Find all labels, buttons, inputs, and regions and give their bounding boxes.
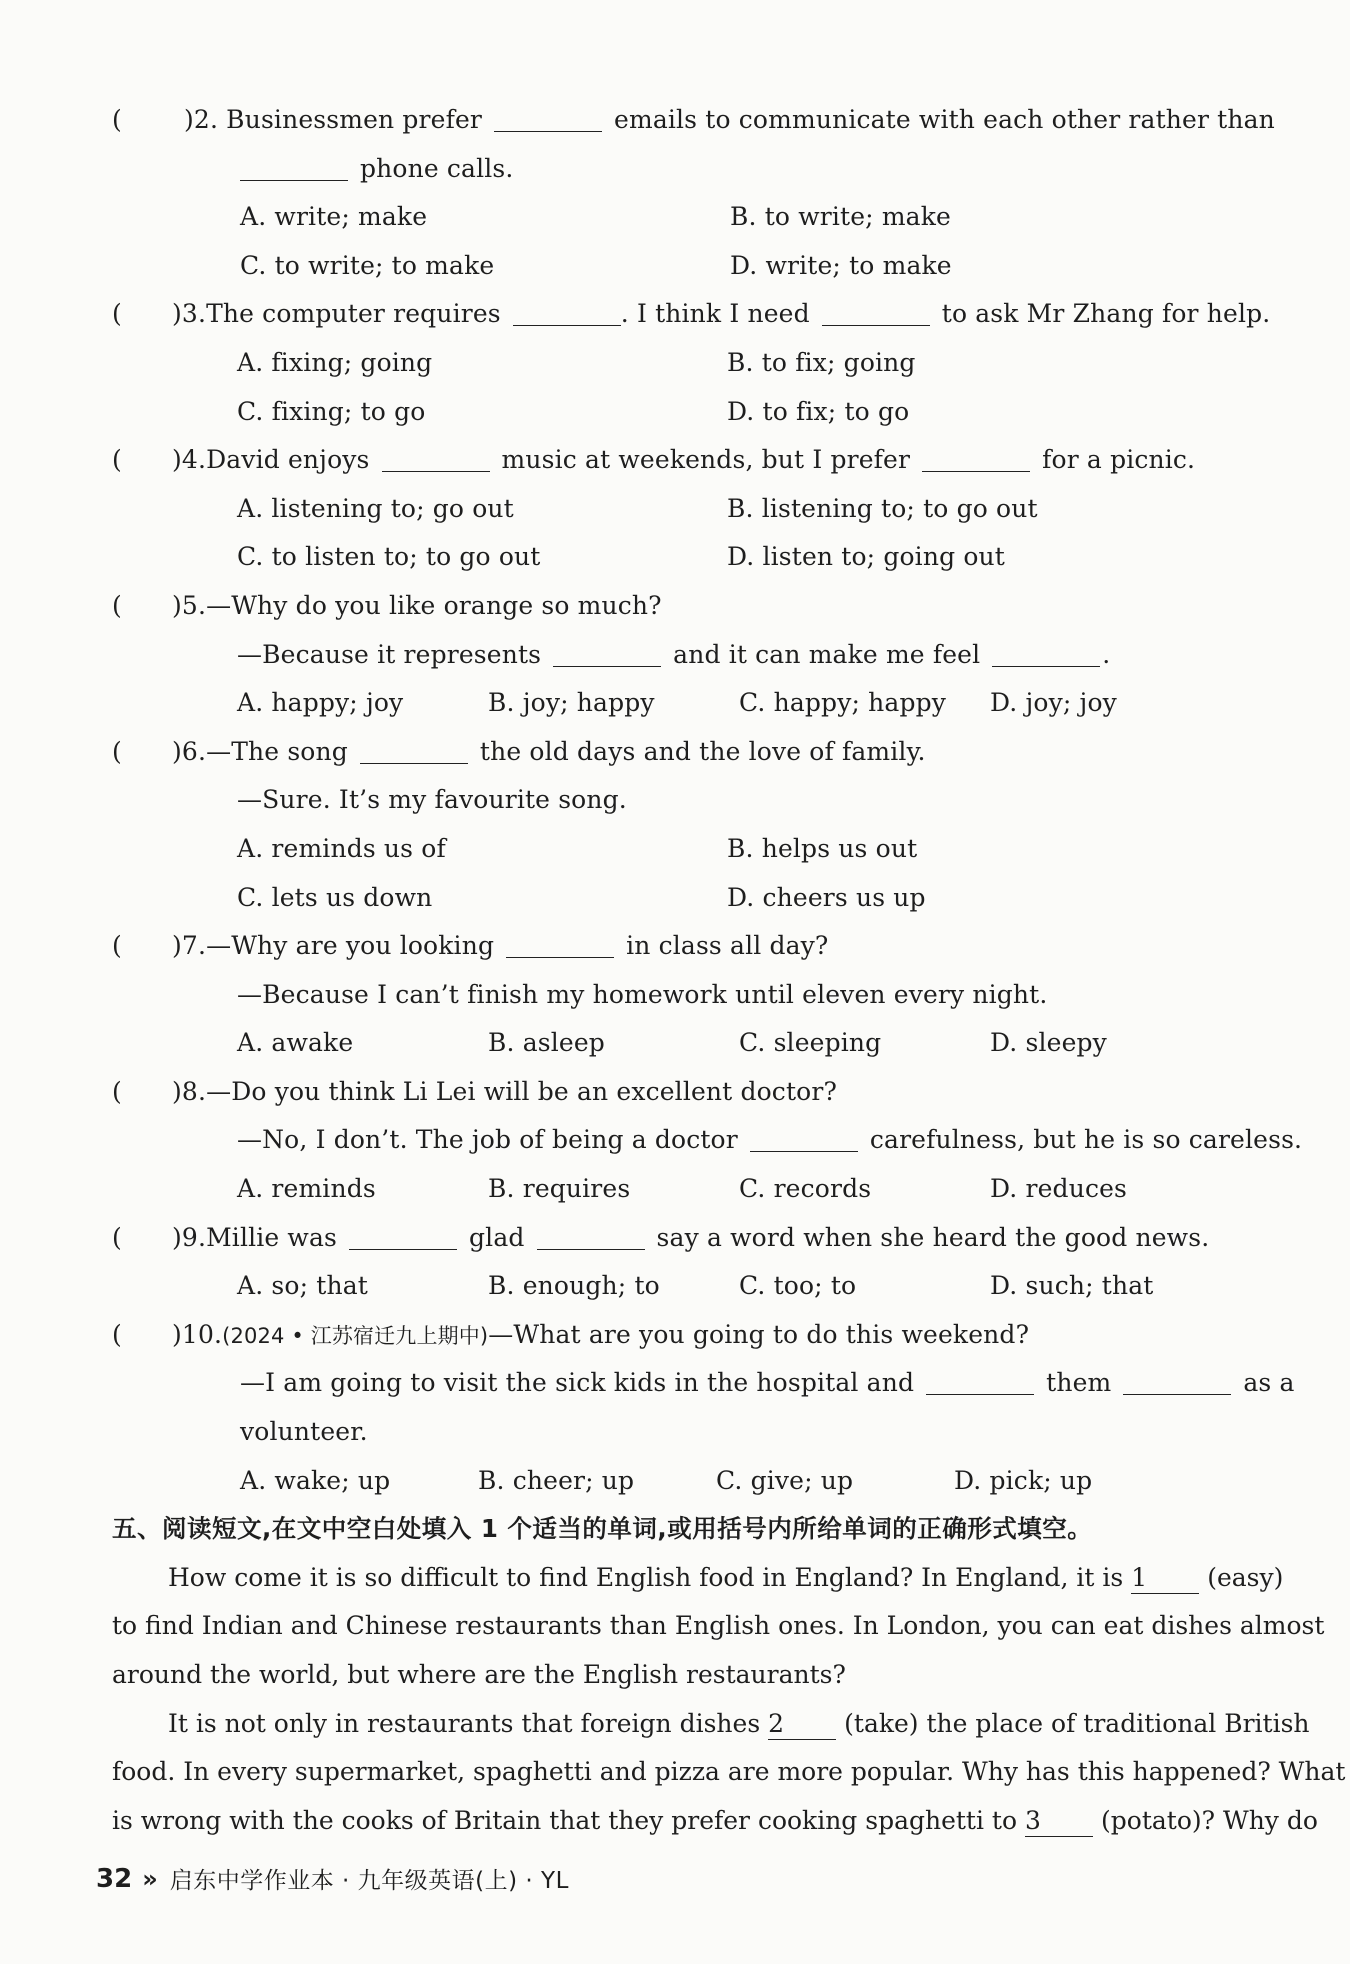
- answer-blank[interactable]: [822, 296, 930, 326]
- question-9-line-1: [112, 1214, 1272, 1263]
- question-text: —I am going to visit the sick kids in the hospital and: [240, 1368, 915, 1398]
- option-b[interactable]: B. requires: [488, 1174, 631, 1204]
- question-text: —The song: [206, 736, 348, 766]
- answer-blank[interactable]: [349, 1220, 457, 1250]
- option-a[interactable]: A. listening to; go out: [237, 493, 514, 523]
- question-10-line-3: [112, 1408, 1272, 1457]
- answer-blank[interactable]: [1123, 1365, 1231, 1395]
- answer-paren: (: [112, 931, 122, 961]
- option-b[interactable]: B. enough; to: [488, 1271, 660, 1301]
- question-text: the old days and the love of family.: [479, 736, 926, 766]
- question-text: volunteer.: [240, 1417, 368, 1447]
- question-9-options: [112, 1262, 1272, 1311]
- question-text: —Because I can’t finish my homework until eleven every night.: [237, 979, 1048, 1009]
- question-number: )7.: [172, 931, 207, 961]
- question-5-line-2: [112, 631, 1272, 680]
- question-8-line-1: [112, 1068, 1272, 1117]
- question-text: . I think I need: [620, 299, 810, 329]
- question-text: —Sure. It’s my favourite song.: [237, 785, 627, 815]
- question-text: music at weekends, but I prefer: [501, 445, 911, 475]
- question-text: —No, I don’t. The job of being a doctor: [237, 1125, 738, 1155]
- question-6-options-row-2: [112, 874, 1272, 923]
- option-a[interactable]: A. so; that: [237, 1271, 368, 1301]
- question-number: )8.: [172, 1076, 207, 1106]
- answer-blank[interactable]: [750, 1122, 858, 1152]
- question-6-options-row-1: [112, 825, 1272, 874]
- question-4-line-1: [112, 436, 1272, 485]
- answer-blank[interactable]: [360, 734, 468, 764]
- answer-blank[interactable]: [926, 1365, 1034, 1395]
- option-d[interactable]: D. joy; joy: [990, 688, 1117, 718]
- option-b[interactable]: B. to fix; going: [727, 347, 916, 377]
- option-c[interactable]: C. lets us down: [237, 882, 433, 912]
- question-text: to ask Mr Zhang for help.: [941, 299, 1271, 329]
- question-text: glad: [469, 1222, 525, 1252]
- passage-blank-1[interactable]: [1131, 1564, 1199, 1594]
- question-7-options: [112, 1019, 1272, 1068]
- page-footer: [96, 1862, 569, 1895]
- question-10-line-1: [112, 1311, 1272, 1360]
- question-text: Businessmen prefer: [226, 105, 483, 134]
- passage-line: food. In every supermarket, spaghetti and pizza are more popular. Why has this happened? What: [112, 1757, 1346, 1787]
- passage-text: (take) the place of traditional British: [844, 1708, 1310, 1738]
- answer-blank[interactable]: [992, 637, 1100, 667]
- option-c[interactable]: C. give; up: [716, 1465, 854, 1495]
- book-title: 启东中学作业本 · 九年级英语(上) · YL: [169, 1868, 569, 1894]
- question-2-options-row-1: [112, 193, 1272, 242]
- question-2-options-row-2: [112, 242, 1272, 291]
- passage-blank-3[interactable]: [1025, 1807, 1093, 1837]
- question-text: —Do you think Li Lei will be an excellent doctor?: [206, 1076, 838, 1106]
- answer-blank[interactable]: [553, 637, 661, 667]
- chevron-right-icon: »: [142, 1864, 158, 1893]
- page-number: 32: [96, 1863, 133, 1894]
- question-number: )4.: [172, 445, 207, 475]
- question-text: them: [1046, 1368, 1112, 1398]
- answer-paren: (: [112, 1076, 122, 1106]
- option-c[interactable]: C. to listen to; to go out: [237, 542, 541, 572]
- question-number: )3.: [172, 299, 207, 329]
- passage-line: [112, 1700, 1310, 1749]
- section-5-heading: 五、阅读短文,在文中空白处填入 1 个适当的单词,或用括号内所给单词的正确形式填空。: [112, 1514, 1093, 1544]
- passage: [112, 1554, 1346, 1846]
- question-10-options: [112, 1457, 1272, 1506]
- option-a[interactable]: A. reminds us of: [237, 833, 446, 863]
- option-d[interactable]: D. sleepy: [990, 1028, 1107, 1058]
- option-c[interactable]: C. too; to: [739, 1271, 857, 1301]
- option-d[interactable]: D. write; to make: [730, 250, 952, 280]
- option-b[interactable]: B. listening to; to go out: [727, 493, 1038, 523]
- question-text: —What are you going to do this weekend?: [488, 1319, 1030, 1349]
- question-7-line-1: [112, 922, 1272, 971]
- passage-text: (easy): [1207, 1562, 1284, 1592]
- option-a[interactable]: A. write; make: [240, 202, 428, 232]
- option-c[interactable]: C. sleeping: [739, 1028, 882, 1058]
- option-b[interactable]: B. helps us out: [727, 833, 918, 863]
- option-d[interactable]: D. to fix; to go: [727, 396, 910, 426]
- option-d[interactable]: D. such; that: [990, 1271, 1154, 1301]
- question-3-line-1: [112, 290, 1272, 339]
- answer-blank[interactable]: [537, 1220, 645, 1250]
- option-b[interactable]: B. asleep: [488, 1028, 605, 1058]
- question-text: emails to communicate with each other rather than: [614, 105, 1275, 134]
- option-a[interactable]: A. wake; up: [240, 1465, 391, 1495]
- question-text: carefulness, but he is so careless.: [869, 1125, 1303, 1155]
- answer-paren: (: [112, 590, 122, 620]
- question-text: in class all day?: [626, 931, 829, 961]
- option-a[interactable]: A. reminds: [237, 1174, 376, 1204]
- page-content: [112, 96, 1346, 1845]
- option-d[interactable]: D. reduces: [990, 1174, 1128, 1204]
- question-2-line-1: [112, 96, 1275, 145]
- question-text: David enjoys: [206, 445, 370, 475]
- question-text: .: [1102, 639, 1111, 669]
- question-number: )9.: [172, 1222, 207, 1252]
- passage-text: (potato)? Why do: [1101, 1805, 1318, 1835]
- option-a[interactable]: A. fixing; going: [237, 347, 433, 377]
- option-d[interactable]: D. pick; up: [954, 1465, 1093, 1495]
- answer-paren: (: [112, 445, 122, 475]
- question-6-line-2: [112, 776, 1272, 825]
- question-4-options-row-2: [112, 533, 1272, 582]
- passage-line: around the world, but where are the English restaurants?: [112, 1660, 846, 1689]
- question-3-options-row-1: [112, 339, 1272, 388]
- option-a[interactable]: A. awake: [237, 1028, 354, 1058]
- question-source: (2024 • 江苏宿迁九上期中): [222, 1323, 489, 1348]
- question-text: The computer requires: [206, 299, 501, 329]
- passage-line: [112, 1797, 1318, 1846]
- question-2-line-2: [112, 145, 1272, 194]
- passage-text: It is not only in restaurants that foreign dishes: [168, 1708, 761, 1738]
- option-c[interactable]: C. records: [739, 1174, 872, 1204]
- question-text: —Because it represents: [237, 639, 542, 669]
- question-8-line-2: [112, 1116, 1303, 1165]
- passage-text: How come it is so difficult to find English food in England? In England, it is: [168, 1562, 1124, 1592]
- question-5-line-1: [112, 582, 1272, 631]
- question-3-options-row-2: [112, 388, 1272, 437]
- option-c[interactable]: C. fixing; to go: [237, 396, 426, 426]
- question-text: as a: [1243, 1368, 1295, 1398]
- option-b[interactable]: B. joy; happy: [488, 688, 655, 718]
- answer-blank[interactable]: [494, 102, 602, 132]
- answer-paren: (: [112, 299, 122, 329]
- option-b[interactable]: B. to write; make: [730, 202, 951, 232]
- question-6-line-1: [112, 728, 1272, 777]
- answer-blank[interactable]: [240, 151, 348, 181]
- answer-blank[interactable]: [506, 928, 614, 958]
- question-7-line-2: [112, 971, 1272, 1020]
- answer-blank[interactable]: [382, 442, 490, 472]
- passage-line: [112, 1554, 1284, 1603]
- question-text: —Why are you looking: [206, 931, 495, 961]
- answer-blank[interactable]: [922, 442, 1030, 472]
- question-number: )5.: [172, 590, 207, 620]
- option-b[interactable]: B. cheer; up: [478, 1465, 635, 1495]
- question-4-options-row-1: [112, 485, 1272, 534]
- blank-number: 3: [1025, 1805, 1041, 1835]
- answer-paren: (: [112, 736, 122, 766]
- option-c[interactable]: C. to write; to make: [240, 250, 495, 280]
- answer-paren: (: [112, 105, 122, 134]
- option-c[interactable]: C. happy; happy: [739, 688, 947, 718]
- passage-line: to find Indian and Chinese restaurants than English ones. In London, you can eat dishes almost: [112, 1611, 1325, 1641]
- answer-paren: (: [112, 1319, 122, 1349]
- blank-number: 1: [1131, 1562, 1148, 1592]
- question-text: and it can make me feel: [673, 639, 981, 669]
- answer-blank[interactable]: [513, 296, 621, 326]
- passage-text: is wrong with the cooks of Britain that they prefer cooking spaghetti to: [112, 1805, 1018, 1835]
- blank-number: 2: [768, 1708, 785, 1738]
- question-number: )2.: [184, 105, 219, 134]
- passage-blank-2[interactable]: [768, 1710, 836, 1740]
- option-d[interactable]: D. listen to; going out: [727, 542, 1005, 572]
- question-text: phone calls.: [360, 153, 514, 183]
- question-number: )6.: [172, 736, 207, 766]
- option-d[interactable]: D. cheers us up: [727, 882, 926, 912]
- question-text: say a word when she heard the good news.: [656, 1222, 1210, 1252]
- question-8-options: [112, 1165, 1272, 1214]
- question-number: )10.: [172, 1319, 223, 1349]
- question-text: —Why do you like orange so much?: [206, 590, 662, 620]
- question-text: for a picnic.: [1042, 445, 1196, 475]
- question-10-line-2: [112, 1359, 1295, 1408]
- option-a[interactable]: A. happy; joy: [237, 688, 404, 718]
- question-text: Millie was: [206, 1222, 338, 1252]
- answer-paren: (: [112, 1222, 122, 1252]
- question-5-options: [112, 679, 1272, 728]
